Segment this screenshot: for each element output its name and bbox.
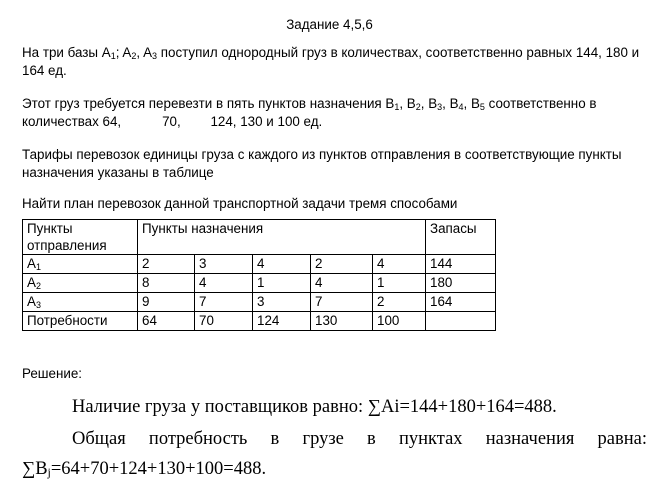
paragraph-bases-line2: 164 ед. (22, 63, 67, 78)
text-fragment: На три базы A (22, 45, 111, 60)
header-source: Пункты отправления (23, 220, 138, 255)
cell: 7 (195, 293, 253, 312)
text-fragment: поступил однородный груз в количествах, соответственно равных 144, 180 и (157, 45, 640, 60)
table-row (23, 255, 496, 274)
cell: 70 (195, 312, 253, 331)
cell-supply: 144 (426, 255, 496, 274)
subscript: 5 (479, 102, 485, 112)
subscript: 3 (152, 51, 158, 61)
text-fragment: =64+70+124+130+100=488. (50, 459, 267, 479)
table-row-demand (23, 312, 496, 331)
paragraph-task: Найти план перевозок данной транспортной задачи тремя способами (22, 196, 458, 211)
cell: 4 (253, 255, 311, 274)
paragraph-bases-line1 (22, 44, 642, 62)
solution-demand-line2 (22, 454, 266, 484)
cell: 124 (253, 312, 311, 331)
cell-supply: 180 (426, 274, 496, 293)
cell: 3 (195, 255, 253, 274)
paragraph-bases (22, 44, 642, 80)
row-label: Потребности (23, 312, 138, 331)
cell: 1 (253, 274, 311, 293)
text-fragment: Этот груз требуется перевезти в пять пунктов назначения B (22, 96, 395, 111)
cell: 1 (373, 274, 426, 293)
paragraph-destinations (22, 95, 642, 131)
row-label: $A_3$ (23, 293, 138, 312)
text-fragment: , B (399, 96, 416, 111)
text-fragment: ; A (115, 45, 132, 60)
cell-supply: 164 (426, 293, 496, 312)
text-fragment: соответственно в (484, 96, 597, 111)
cell: 3 (253, 293, 311, 312)
text-fragment: ∑B (22, 459, 48, 479)
text-fragment: , B (442, 96, 459, 111)
cell: 2 (138, 255, 195, 274)
table-row (23, 274, 496, 293)
solution-supply: Наличие груза у поставщиков равно: ∑Ai=144+180+164=488. (72, 397, 557, 417)
text-fragment: , B (463, 96, 480, 111)
cell: 4 (373, 255, 426, 274)
row-label: $A_2$ (23, 274, 138, 293)
cell: 4 (195, 274, 253, 293)
paragraph-destinations-line2: количествах 64, 70, 124, 130 и 100 ед. (22, 114, 323, 129)
subscript: 2 (415, 102, 421, 112)
paragraph-destinations-line1 (22, 95, 642, 113)
table-header-row (23, 220, 496, 255)
cell-empty (426, 312, 496, 331)
cell: 8 (138, 274, 195, 293)
solution-demand-line1: Общая потребность в грузе в пунктах назначения равна: (72, 429, 647, 449)
solution-label: Решение: (22, 366, 83, 381)
text-fragment: , A (136, 45, 153, 60)
header-supply: Запасы (426, 220, 496, 255)
paragraph-tariffs-line1: Тарифы перевозок единицы груза с каждого из пунктов отправления в соответствующие пункты (22, 147, 622, 162)
cell: 64 (138, 312, 195, 331)
cell: 7 (311, 293, 373, 312)
row-label: $A_1$ (23, 255, 138, 274)
subscript: j (47, 465, 51, 479)
text-fragment: , B (420, 96, 438, 111)
paragraph-tariffs-line2: назначения указаны в таблице (22, 165, 214, 180)
subscript: 4 (458, 102, 464, 112)
task-title: Задание 4,5,6 (286, 17, 373, 32)
cell: 130 (311, 312, 373, 331)
cell: 2 (311, 255, 373, 274)
subscript: 3 (437, 102, 443, 112)
paragraph-tariffs (22, 146, 647, 182)
cell: 2 (373, 293, 426, 312)
subscript: 2 (131, 51, 137, 61)
cell: 100 (373, 312, 426, 331)
tariff-table (22, 219, 496, 331)
table-row (23, 293, 496, 312)
cell: 4 (311, 274, 373, 293)
header-destinations: Пункты назначения (138, 220, 426, 255)
subscript: 1 (110, 51, 116, 61)
cell: 9 (138, 293, 195, 312)
subscript: 1 (394, 102, 400, 112)
